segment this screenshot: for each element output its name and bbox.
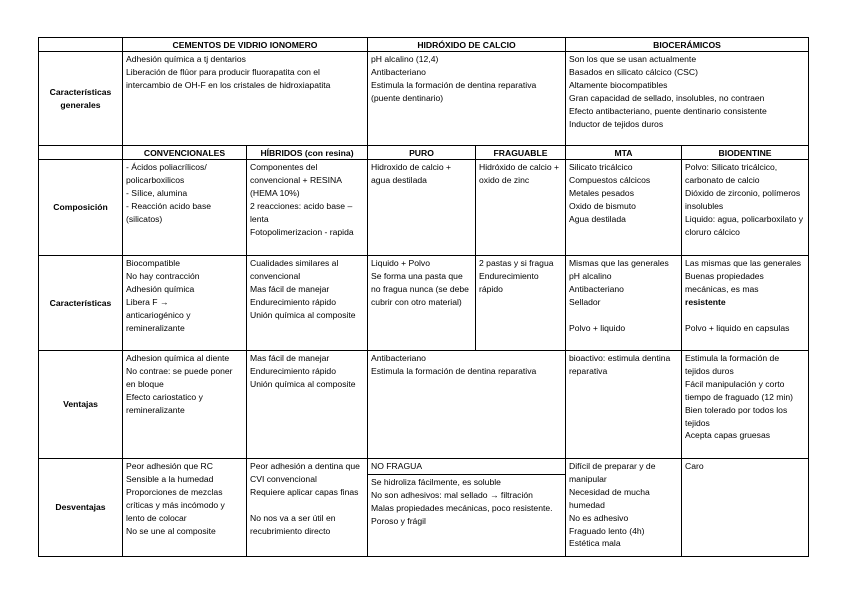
- composicion-biodentine: [682, 160, 809, 256]
- row-label-caracteristicas: Características: [39, 256, 123, 351]
- subheader-convencionales: CONVENCIONALES: [123, 146, 247, 160]
- composicion-fraguable: [476, 160, 566, 256]
- cell-line: Fotopolimerizacion - rapida: [250, 226, 354, 237]
- corner-cell: [39, 38, 123, 52]
- caracteristicas-puro: [368, 256, 476, 351]
- cell-line: Mas fácil de manejar: [250, 353, 330, 363]
- ventajas-hibridos: [247, 351, 368, 459]
- cell-line: Compuestos cálcicos: [569, 174, 651, 185]
- cell-line: Se forma una pasta que no fragua nunca (se debe cubrir con otro material): [371, 270, 472, 307]
- composicion-convencionales: [123, 160, 247, 256]
- cell-line: Hidróxido de calcio + oxido de zinc: [479, 162, 562, 185]
- cell-line: Inductor de tejidos duros: [569, 118, 664, 129]
- cell-line: anticariogénico y remineralizante: [126, 309, 193, 333]
- cell-line: Liquido + Polvo: [371, 258, 431, 268]
- desventajas-convencionales: [123, 459, 247, 557]
- row-label-generales: Características generales: [39, 52, 123, 146]
- cell-line: Bien tolerado por todos los tejidos: [685, 404, 790, 428]
- cell-line: Polvo: Silicato tricálcico, carbonato de calcio: [685, 162, 780, 185]
- subheader-puro: PURO: [368, 146, 476, 160]
- desventajas-hidroxido-list: [371, 476, 562, 528]
- cell-line: Mas fácil de manejar: [250, 283, 330, 294]
- desventajas-hibridos-bottom: No nos va a ser útil en recubrimiento directo: [250, 512, 338, 536]
- row-label-ventajas: Ventajas: [39, 351, 123, 459]
- subheader-fraguable: FRAGUABLE: [476, 146, 566, 160]
- cell-line: No son adhesivos: mal sellado → filtración: [371, 489, 533, 500]
- subheader-biodentine: BIODENTINE: [682, 146, 809, 160]
- caracteristicas-biodentine-bottom: Polvo + liquido en capsulas: [685, 322, 790, 333]
- desventajas-hibridos: [247, 459, 368, 557]
- generales-hidroxido: [368, 52, 566, 146]
- cell-line: Endurecimiento rápido: [250, 365, 336, 376]
- desventajas-hidroxido: [368, 459, 566, 557]
- cell-line: Unión química al composite: [250, 378, 356, 389]
- desventajas-puro: NO FRAGUA: [368, 460, 565, 475]
- cell-line: Dióxido de zirconio, polímeros insolubles: [685, 187, 803, 211]
- cell-line: Antibacteriano: [371, 353, 426, 363]
- desventajas-hibridos-list: [250, 460, 364, 499]
- generales-cvi: [123, 52, 368, 146]
- cell-line: Oxido de bismuto: [569, 200, 636, 211]
- cell-line: Metales pesados: [569, 187, 634, 198]
- cell-line: 2 pastas y si fragua: [479, 258, 554, 268]
- generales-bioceramicos: [566, 52, 809, 146]
- header-bioceramicos: BIOCERÁMICOS: [566, 38, 809, 52]
- cell-line: Fraguado lento (4h): [569, 525, 645, 536]
- cell-line: Estimula la formación de dentina reparativa (puente dentinario): [371, 79, 539, 103]
- row-label-desventajas: Desventajas: [39, 459, 123, 557]
- cell-line: Basados en silicato cálcico (CSC): [569, 66, 698, 77]
- composicion-hibridos: [247, 160, 368, 256]
- desventajas-mta: [566, 459, 682, 557]
- cell-line: No hay contracción: [126, 270, 200, 281]
- caracteristicas-biodentine-bold: resistente: [685, 296, 726, 307]
- cell-line: Sellador: [569, 296, 601, 307]
- cell-line: - Sílice, alumina: [126, 187, 188, 198]
- cell-line: Liquido: agua, policarboxilato y cloruro cálcico: [685, 213, 806, 237]
- cell-line: Hidroxido de calcio + agua destilada: [371, 162, 454, 185]
- caracteristicas-convencionales: [123, 256, 247, 351]
- cell-line: Agua destilada: [569, 213, 626, 224]
- ventajas-mta: [566, 351, 682, 459]
- header-cvi: CEMENTOS DE VIDRIO IONOMERO: [123, 38, 368, 52]
- cell-line: Gran capacidad de sellado, insolubles, no contraen: [569, 92, 765, 103]
- cell-line: No contrae: se puede poner en bloque: [126, 365, 235, 389]
- cell-line: Cualidades similares al convencional: [250, 258, 341, 281]
- cell-line: Estimula la formación de tejidos duros: [685, 353, 782, 376]
- cell-line: Necesidad de mucha humedad: [569, 486, 653, 510]
- cell-line: Son los que se usan actualmente: [569, 54, 697, 64]
- subheader-mta: MTA: [566, 146, 682, 160]
- cell-line: Antibacteriano: [371, 66, 426, 77]
- cell-line: Altamente biocompatibles: [569, 79, 668, 90]
- cell-line: Antibacteriano: [569, 283, 624, 294]
- cell-line: Adhesion química al diente: [126, 353, 230, 363]
- cell-line: Requiere aplicar capas finas: [250, 486, 359, 497]
- cell-line: Endurecimiento rápido: [479, 270, 542, 294]
- cell-line: Adhesión química a tj dentarios: [126, 54, 246, 64]
- caracteristicas-biodentine: [682, 256, 809, 351]
- cell-line: Malas propiedades mecánicas, poco resistente. Poroso y frágil: [371, 502, 555, 526]
- row-label-composicion: Composición: [39, 160, 123, 256]
- cell-line: Libera F →: [126, 296, 169, 307]
- cell-line: Efecto cariostatico y remineralizante: [126, 391, 206, 415]
- caracteristicas-fraguable: [476, 256, 566, 351]
- cell-line: Endurecimiento rápido: [250, 296, 336, 307]
- cell-line: Componentes del convencional + RESINA (HEMA 10%): [250, 162, 344, 198]
- ventajas-convencionales: [123, 351, 247, 459]
- cell-line: - Ácidos poliacrílicos/ policarboxilicos: [126, 162, 210, 185]
- comparison-table: [38, 37, 809, 557]
- ventajas-biodentine: [682, 351, 809, 459]
- composicion-mta: [566, 160, 682, 256]
- cell-line: No se une al composite: [126, 525, 216, 536]
- cell-line: Adhesión química: [126, 283, 195, 294]
- cell-line: Unión química al composite: [250, 309, 356, 320]
- cell-line: Biocompatible: [126, 258, 180, 268]
- cell-line: Estimula la formación de dentina reparativa: [371, 365, 537, 376]
- cell-line: Estética mala: [569, 538, 621, 549]
- ventajas-hidroxido: [368, 351, 566, 459]
- cell-line: Peor adhesión a dentina que CVI convencional: [250, 461, 363, 484]
- cell-line: Mismas que las generales: [569, 258, 669, 268]
- cell-line: Fácil manipulación y corto tiempo de fraguado (12 min): [685, 378, 793, 402]
- header-hidroxido: HIDRÓXIDO DE CALCIO: [368, 38, 566, 52]
- cell-line: Sensible a la humedad: [126, 473, 214, 484]
- caracteristicas-biodentine-list: [685, 257, 805, 296]
- caracteristicas-hibridos: [247, 256, 368, 351]
- cell-line: Buenas propiedades mecánicas, es mas: [685, 270, 767, 294]
- cell-line: Caro: [685, 461, 704, 471]
- subheader-blank: [39, 146, 123, 160]
- cell-line: pH alcalino (12,4): [371, 54, 439, 64]
- desventajas-biodentine: [682, 459, 809, 557]
- cell-line: Liberación de flúor para producir fluorapatita con el intercambio de OH-F en los cristales de hidroxiapatita: [126, 66, 331, 90]
- cell-line: 2 reacciones: acido base – lenta: [250, 200, 355, 224]
- cell-line: Se hidroliza fácilmente, es soluble: [371, 476, 501, 487]
- cell-line: Peor adhesión que RC: [126, 461, 213, 471]
- caracteristicas-mta-list: [569, 257, 678, 309]
- caracteristicas-mta-bottom: Polvo + liquido: [569, 322, 626, 333]
- subheader-hibridos: HÍBRIDOS (con resina): [247, 146, 368, 160]
- caracteristicas-mta: [566, 256, 682, 351]
- cell-line: Efecto antibacteriano, puente dentinario consistente: [569, 105, 767, 116]
- composicion-puro: [368, 160, 476, 256]
- cell-line: No es adhesivo: [569, 512, 629, 523]
- cell-line: Proporciones de mezclas críticas y más incómodo y lento de colocar: [126, 486, 228, 523]
- cell-line: Las mismas que las generales: [685, 258, 802, 268]
- cell-line: pH alcalino: [569, 270, 612, 281]
- cell-line: bioactivo: estimula dentina reparativa: [569, 353, 673, 376]
- cell-line: Acepta capas gruesas: [685, 430, 771, 441]
- cell-line: Silicato tricálcico: [569, 162, 633, 172]
- cell-line: - Reacción acido base (silicatos): [126, 200, 214, 224]
- cell-line: Difícil de preparar y de manipular: [569, 461, 658, 484]
